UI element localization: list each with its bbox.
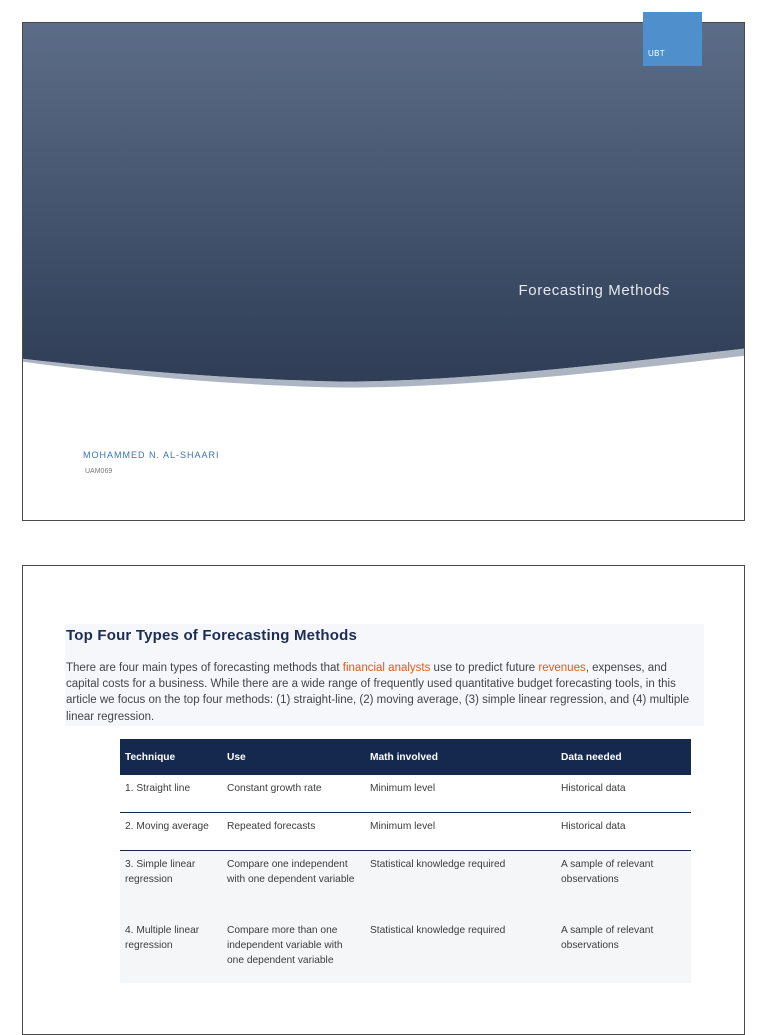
table-cell: Historical data: [556, 775, 691, 813]
financial-analysts-link[interactable]: financial analysts: [342, 662, 431, 674]
table-cell: 1. Straight line: [120, 775, 222, 813]
article-excerpt: [65, 624, 704, 726]
column-header: Technique: [120, 739, 222, 775]
author-code: UAM069: [85, 468, 113, 475]
content-slide: [22, 565, 745, 1035]
slide-title: Forecasting Methods: [518, 282, 670, 299]
table-cell: Minimum level: [365, 775, 556, 813]
table-cell: A sample of relevant observations: [556, 917, 691, 983]
table-cell: A sample of relevant observations: [556, 851, 691, 918]
table-cell: Constant growth rate: [222, 775, 365, 813]
author-name: MOHAMMED N. AL-SHAARI: [83, 450, 220, 460]
table-cell: Compare one independent with one dependent variable: [222, 851, 365, 918]
article-heading: Top Four Types of Forecasting Methods: [66, 627, 358, 644]
table-row: [120, 917, 691, 983]
ubt-tab: [643, 12, 702, 66]
paragraph-text-1: There are four main types of forecasting methods that: [66, 662, 343, 674]
table-cell: Statistical knowledge required: [365, 851, 556, 918]
column-header: Use: [222, 739, 365, 775]
table-cell: 3. Simple linear regression: [120, 851, 222, 918]
table-cell: Statistical knowledge required: [365, 917, 556, 983]
table-header-row: [120, 739, 691, 775]
title-slide: [22, 22, 745, 521]
table-cell: Historical data: [556, 813, 691, 851]
column-header: Math involved: [365, 739, 556, 775]
paragraph-text-2: use to predict future: [430, 662, 539, 674]
table-cell: Minimum level: [365, 813, 556, 851]
revenues-link[interactable]: revenues: [538, 662, 586, 674]
table-cell: 4. Multiple linear regression: [120, 917, 222, 983]
table-cell: Compare more than one independent variable with one dependent variable: [222, 917, 365, 983]
column-header: Data needed: [556, 739, 691, 775]
ubt-label: UBT: [648, 49, 665, 58]
table-cell: 2. Moving average: [120, 813, 222, 851]
table-row: [120, 813, 691, 851]
table-row: [120, 775, 691, 813]
table-row: [120, 851, 691, 918]
methods-table: [120, 739, 691, 983]
paragraph-text-3: , expenses, and capital costs for a business. While there are a wide range of frequently used quantitative budget forecasting tools, in this article we focus on the top four methods: (1) straight-line, (2) moving average, (3) simple linear regression, and (4) multiple linear regression.: [66, 662, 690, 723]
article-paragraph: [66, 660, 696, 725]
table-cell: Repeated forecasts: [222, 813, 365, 851]
title-banner: [22, 23, 745, 393]
